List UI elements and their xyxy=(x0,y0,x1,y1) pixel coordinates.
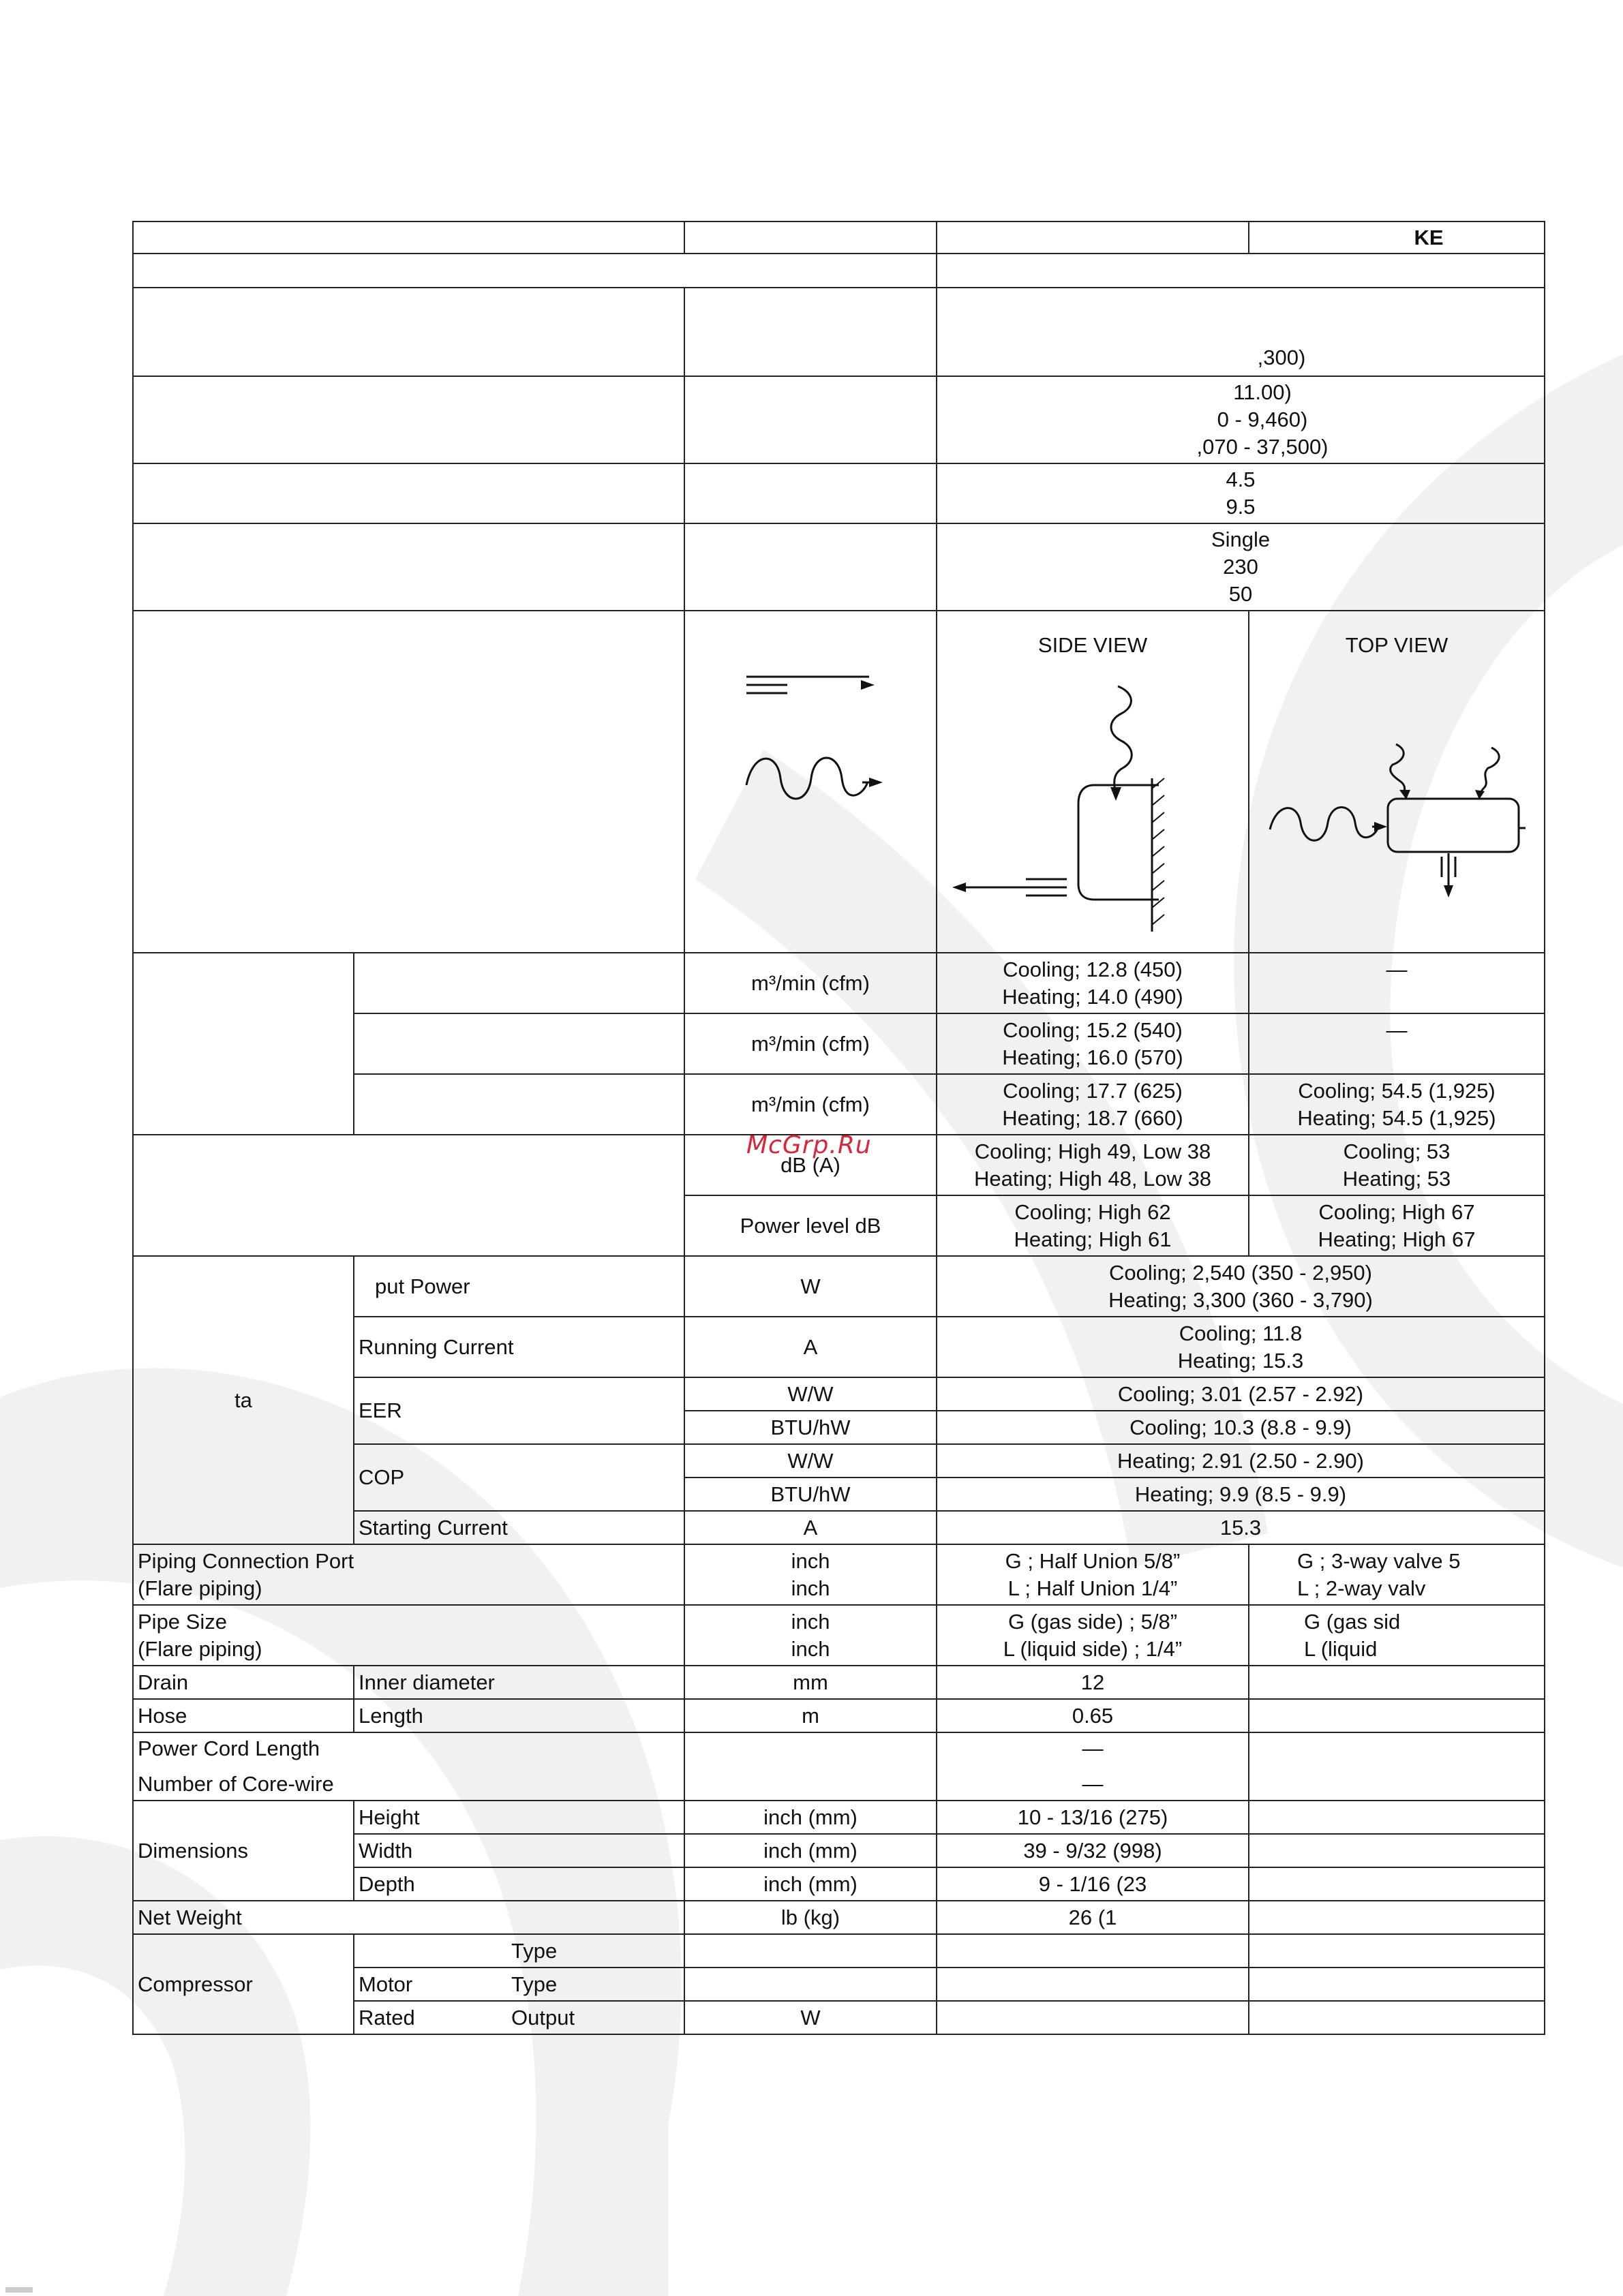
spec-table xyxy=(132,221,1545,2035)
hose-length-unit: m xyxy=(684,1699,937,1732)
input-power-unit: W xyxy=(684,1256,937,1317)
net-weight-unit: lb (kg) xyxy=(684,1901,937,1934)
footer-mark xyxy=(5,2287,33,2293)
capacity-range-row xyxy=(133,376,1545,463)
running-current-unit: A xyxy=(684,1317,937,1377)
side-view-diagram xyxy=(937,611,1249,953)
pipe-size-label: Pipe Size xyxy=(138,1609,227,1634)
cop-unit: BTU/hW xyxy=(684,1478,937,1511)
moisture-line: 4.5 xyxy=(1226,468,1256,491)
capacity-range-line: 11.00) xyxy=(1233,380,1292,404)
cop-label: COP xyxy=(354,1444,684,1511)
drain-label: Drain xyxy=(133,1666,354,1699)
power-source-line: Single xyxy=(1211,527,1271,551)
cop-value: Heating; 2.91 (2.50 - 2.90) xyxy=(937,1444,1545,1478)
piping-port-outdoor: L ; 2-way valv xyxy=(1297,1576,1426,1600)
airflow-row xyxy=(133,953,1545,1013)
table-header-row xyxy=(133,221,1545,254)
eer-value: Cooling; 10.3 (8.8 - 9.9) xyxy=(937,1411,1545,1444)
power-source-row xyxy=(133,523,1545,611)
running-current-value: Heating; 15.3 xyxy=(1177,1348,1304,1373)
dimensions-height-row xyxy=(133,1801,1545,1834)
eer-label: EER xyxy=(354,1377,684,1444)
input-power-value: Heating; 3,300 (360 - 3,790) xyxy=(1108,1287,1373,1312)
airflow-outdoor-value: — xyxy=(1386,1018,1408,1042)
output-label: Output xyxy=(511,2005,575,2030)
power-source-line: 50 xyxy=(1228,582,1253,606)
running-current-label: Running Current xyxy=(354,1317,684,1377)
airflow-indoor-value: Cooling; 15.2 (540) xyxy=(1003,1017,1183,1042)
airflow-outdoor-value: Heating; 54.5 (1,925) xyxy=(1297,1105,1496,1130)
pipe-size-row xyxy=(133,1605,1545,1666)
height-label: Height xyxy=(354,1801,684,1834)
core-wire-label: Number of Core-wire xyxy=(138,1772,334,1796)
top-view-diagram xyxy=(1249,611,1545,953)
drain-length-row xyxy=(133,1699,1545,1732)
eer-unit: W/W xyxy=(684,1377,937,1411)
net-weight-value: 26 (1 xyxy=(937,1901,1249,1934)
noise-power-unit: Power level dB xyxy=(684,1195,937,1256)
airflow-indoor-value: Heating; 16.0 (570) xyxy=(1002,1045,1183,1069)
dimensions-label: Dimensions xyxy=(133,1801,354,1901)
power-source-line: 230 xyxy=(1223,555,1258,579)
depth-value: 9 - 1/16 (23 xyxy=(937,1867,1249,1901)
noise-outdoor-value: Cooling; 53 xyxy=(1343,1139,1451,1163)
airflow-legend xyxy=(684,611,937,953)
airflow-diagram-row xyxy=(133,611,1545,953)
piping-port-indoor: L ; Half Union 1/4” xyxy=(1007,1576,1178,1600)
airflow-unit: m³/min (cfm) xyxy=(684,1074,937,1135)
pipe-size-unit: inch xyxy=(791,1609,830,1634)
airflow-indoor-value: Heating; 18.7 (660) xyxy=(1002,1105,1183,1130)
input-power-row xyxy=(133,1256,1545,1317)
pipe-size-outdoor: L (liquid xyxy=(1304,1636,1378,1661)
starting-current-label: Starting Current xyxy=(354,1511,684,1544)
pipe-size-unit: inch xyxy=(791,1636,830,1661)
watermark-text: McGrp.Ru xyxy=(746,1131,872,1159)
section-header-row xyxy=(133,254,1545,288)
height-unit: inch (mm) xyxy=(684,1801,937,1834)
electrical-group-label: ta xyxy=(133,1256,354,1544)
side-view-label: SIDE VIEW xyxy=(1037,633,1148,657)
width-label: Width xyxy=(354,1834,684,1867)
power-level-indoor: Cooling; High 62 xyxy=(1014,1199,1171,1224)
piping-port-label: Piping Connection Port xyxy=(138,1548,354,1573)
rated-output-unit: W xyxy=(684,2001,937,2034)
starting-current-value: 15.3 xyxy=(937,1511,1545,1544)
compressor-type-label: Type xyxy=(354,1934,684,1968)
width-unit: inch (mm) xyxy=(684,1834,937,1867)
power-cord-row xyxy=(133,1732,1545,1801)
model-suffix: KE xyxy=(1249,221,1545,254)
noise-outdoor-value: Heating; 53 xyxy=(1342,1166,1451,1191)
power-cord-length-label: Power Cord Length xyxy=(138,1736,320,1760)
motor-type-label: Type xyxy=(511,1972,558,1996)
input-power-value: Cooling; 2,540 (350 - 2,950) xyxy=(1108,1260,1373,1285)
depth-unit: inch (mm) xyxy=(684,1867,937,1901)
inner-diameter-value: 12 xyxy=(937,1666,1249,1699)
airflow-outdoor-value: — xyxy=(1386,958,1408,981)
pipe-size-indoor: G (gas side) ; 5/8” xyxy=(1007,1609,1178,1634)
power-level-outdoor: Heating; High 67 xyxy=(1318,1227,1476,1251)
width-value: 39 - 9/32 (998) xyxy=(937,1834,1249,1867)
motor-label: Motor xyxy=(359,1972,413,1996)
capacity-range-line: 0 - 9,460) xyxy=(1217,408,1308,431)
airflow-unit: m³/min (cfm) xyxy=(684,1013,937,1074)
cop-value: Heating; 9.9 (8.5 - 9.9) xyxy=(937,1478,1545,1511)
airflow-outdoor-value: Cooling; 54.5 (1,925) xyxy=(1298,1078,1496,1103)
hose-length-value: 0.65 xyxy=(937,1699,1249,1732)
compressor-label: Compressor xyxy=(133,1934,354,2034)
power-level-indoor: Heating; High 61 xyxy=(1014,1227,1172,1251)
starting-current-unit: A xyxy=(684,1511,937,1544)
inner-diameter-label: Inner diameter xyxy=(354,1666,684,1699)
piping-port-indoor: G ; Half Union 5/8” xyxy=(1005,1548,1181,1573)
moisture-row xyxy=(133,463,1545,523)
pipe-size-label: (Flare piping) xyxy=(138,1636,262,1661)
hose-length-label: Length xyxy=(354,1699,684,1732)
compressor-row xyxy=(133,1934,1545,1968)
piping-port-row xyxy=(133,1544,1545,1605)
cop-unit: W/W xyxy=(684,1444,937,1478)
airflow-indoor-value: Cooling; 12.8 (450) xyxy=(1003,957,1183,981)
pipe-size-outdoor: G (gas sid xyxy=(1304,1609,1401,1634)
airflow-indoor-value: Cooling; 17.7 (625) xyxy=(1003,1078,1183,1103)
eer-unit: BTU/hW xyxy=(684,1411,937,1444)
power-cord-length-value: — xyxy=(1082,1736,1104,1760)
power-level-outdoor: Cooling; High 67 xyxy=(1318,1199,1475,1224)
piping-port-unit: inch xyxy=(791,1576,830,1600)
piping-port-outdoor: G ; 3-way valve 5 xyxy=(1297,1548,1461,1573)
height-value: 10 - 13/16 (275) xyxy=(937,1801,1249,1834)
moisture-line: 9.5 xyxy=(1226,495,1256,519)
airflow-unit: m³/min (cfm) xyxy=(684,953,937,1013)
rated-label: Rated xyxy=(359,2005,415,2030)
piping-port-unit: inch xyxy=(791,1548,830,1573)
noise-indoor-value: Heating; High 48, Low 38 xyxy=(973,1166,1212,1191)
piping-port-label: (Flare piping) xyxy=(138,1576,262,1600)
depth-label: Depth xyxy=(354,1867,684,1901)
inner-diameter-unit: mm xyxy=(684,1666,937,1699)
net-weight-label: Net Weight xyxy=(133,1901,684,1934)
running-current-value: Cooling; 11.8 xyxy=(1179,1321,1303,1345)
top-view-label: TOP VIEW xyxy=(1345,633,1448,657)
capacity-range-line: ,070 - 37,500) xyxy=(1196,435,1329,459)
airflow-indoor-value: Heating; 14.0 (490) xyxy=(1002,984,1183,1009)
pipe-size-indoor: L (liquid side) ; 1/4” xyxy=(1003,1636,1183,1661)
net-weight-row xyxy=(133,1901,1545,1934)
hose-label: Hose xyxy=(133,1699,354,1732)
core-wire-value: — xyxy=(1082,1772,1104,1796)
capacity-value: ,300) xyxy=(1257,346,1306,369)
eer-value: Cooling; 3.01 (2.57 - 2.92) xyxy=(937,1377,1545,1411)
input-power-label: put Power xyxy=(354,1256,684,1317)
capacity-row xyxy=(133,288,1545,376)
noise-db-unit: dB (A) xyxy=(684,1135,937,1195)
noise-indoor-value: Cooling; High 49, Low 38 xyxy=(974,1139,1211,1163)
drain-inner-row xyxy=(133,1666,1545,1699)
